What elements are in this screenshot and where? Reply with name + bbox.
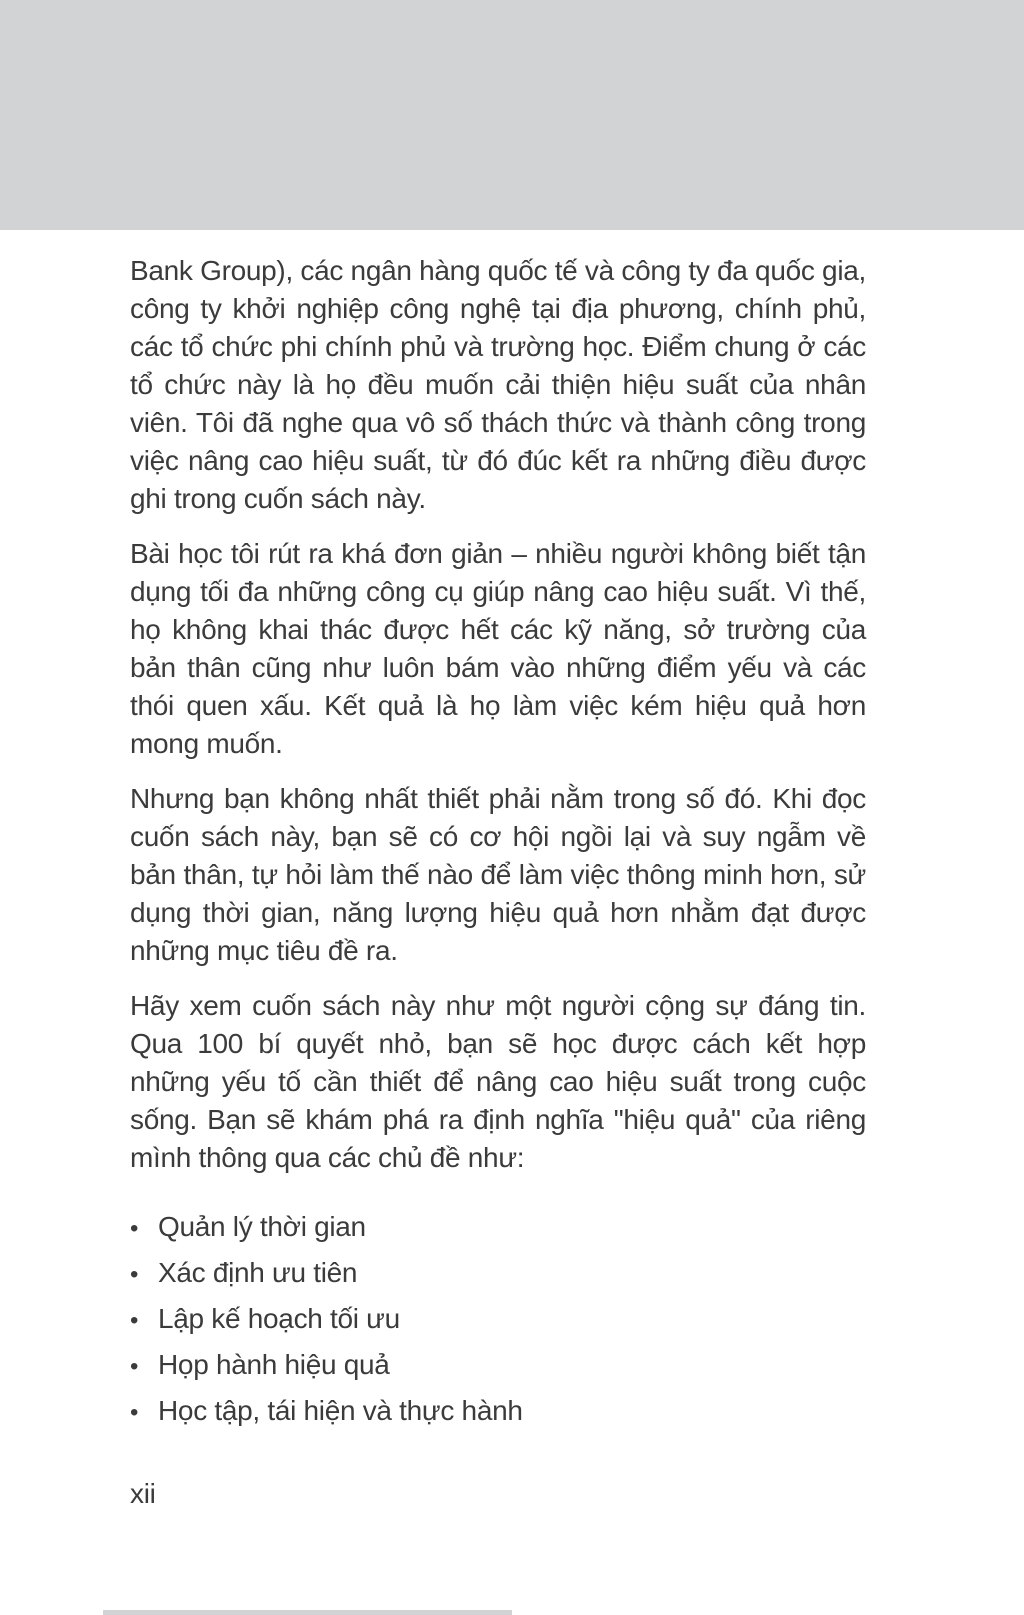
list-item: [130, 1205, 866, 1251]
page-number: xii: [130, 1478, 156, 1509]
list-item: [130, 1297, 866, 1343]
paragraph: Nhưng bạn không nhất thiết phải nằm trong số đó. Khi đọc cuốn sách này, bạn sẽ có cơ hội ngồi lại và suy ngẫm về bản thân, tự hỏi làm thế nào để làm việc thông minh hơn, sử dụng thời gian, năng lượng hiệu quả hơn nhằm đạt được những mục tiêu đề ra.: [130, 783, 866, 966]
list-item-label: Lập kế hoạch tối ưu: [158, 1303, 400, 1334]
bullet-icon: •: [130, 1215, 139, 1242]
list-item: [130, 1389, 866, 1435]
bullet-icon: •: [130, 1307, 139, 1334]
list-item: [130, 1251, 866, 1297]
bullet-icon: •: [130, 1353, 139, 1380]
topic-list: [130, 1205, 866, 1435]
list-item: [130, 1343, 866, 1389]
paragraph: Bank Group), các ngân hàng quốc tế và công ty đa quốc gia, công ty khởi nghiệp công nghệ tại địa phương, chính phủ, các tổ chức phi chính phủ và trường học. Điểm chung ở các tổ chức này là họ đều muốn cải thiện hiệu suất của nhân viên. Tôi đã nghe qua vô số thách thức và thành công trong việc nâng cao hiệu suất, từ đó đúc kết ra những điều được ghi trong cuốn sách này.: [130, 255, 866, 514]
list-item-label: Họp hành hiệu quả: [158, 1349, 390, 1380]
paragraph: Hãy xem cuốn sách này như một người cộng sự đáng tin. Qua 100 bí quyết nhỏ, bạn sẽ học được cách kết hợp những yếu tố cần thiết để nâng cao hiệu suất trong cuộc sống. Bạn sẽ khám phá ra định nghĩa "hiệu quả" của riêng mình thông qua các chủ đề như:: [130, 990, 866, 1173]
next-page-band: [103, 1610, 512, 1615]
bullet-icon: •: [130, 1261, 139, 1288]
list-item-label: Xác định ưu tiên: [158, 1257, 358, 1288]
list-item-label: Quản lý thời gian: [158, 1211, 366, 1242]
bullet-icon: •: [130, 1399, 139, 1426]
list-item-label: Học tập, tái hiện và thực hành: [158, 1395, 523, 1426]
book-page-content: [130, 252, 866, 1435]
paragraph: Bài học tôi rút ra khá đơn giản – nhiều người không biết tận dụng tối đa những công cụ giúp nâng cao hiệu suất. Vì thế, họ không khai thác được hết các kỹ năng, sở trường của bản thân cũng như luôn bám vào những điểm yếu và các thói quen xấu. Kết quả là họ làm việc kém hiệu quả hơn mong muốn.: [130, 538, 866, 759]
page-top-gray-band: [0, 0, 1024, 230]
